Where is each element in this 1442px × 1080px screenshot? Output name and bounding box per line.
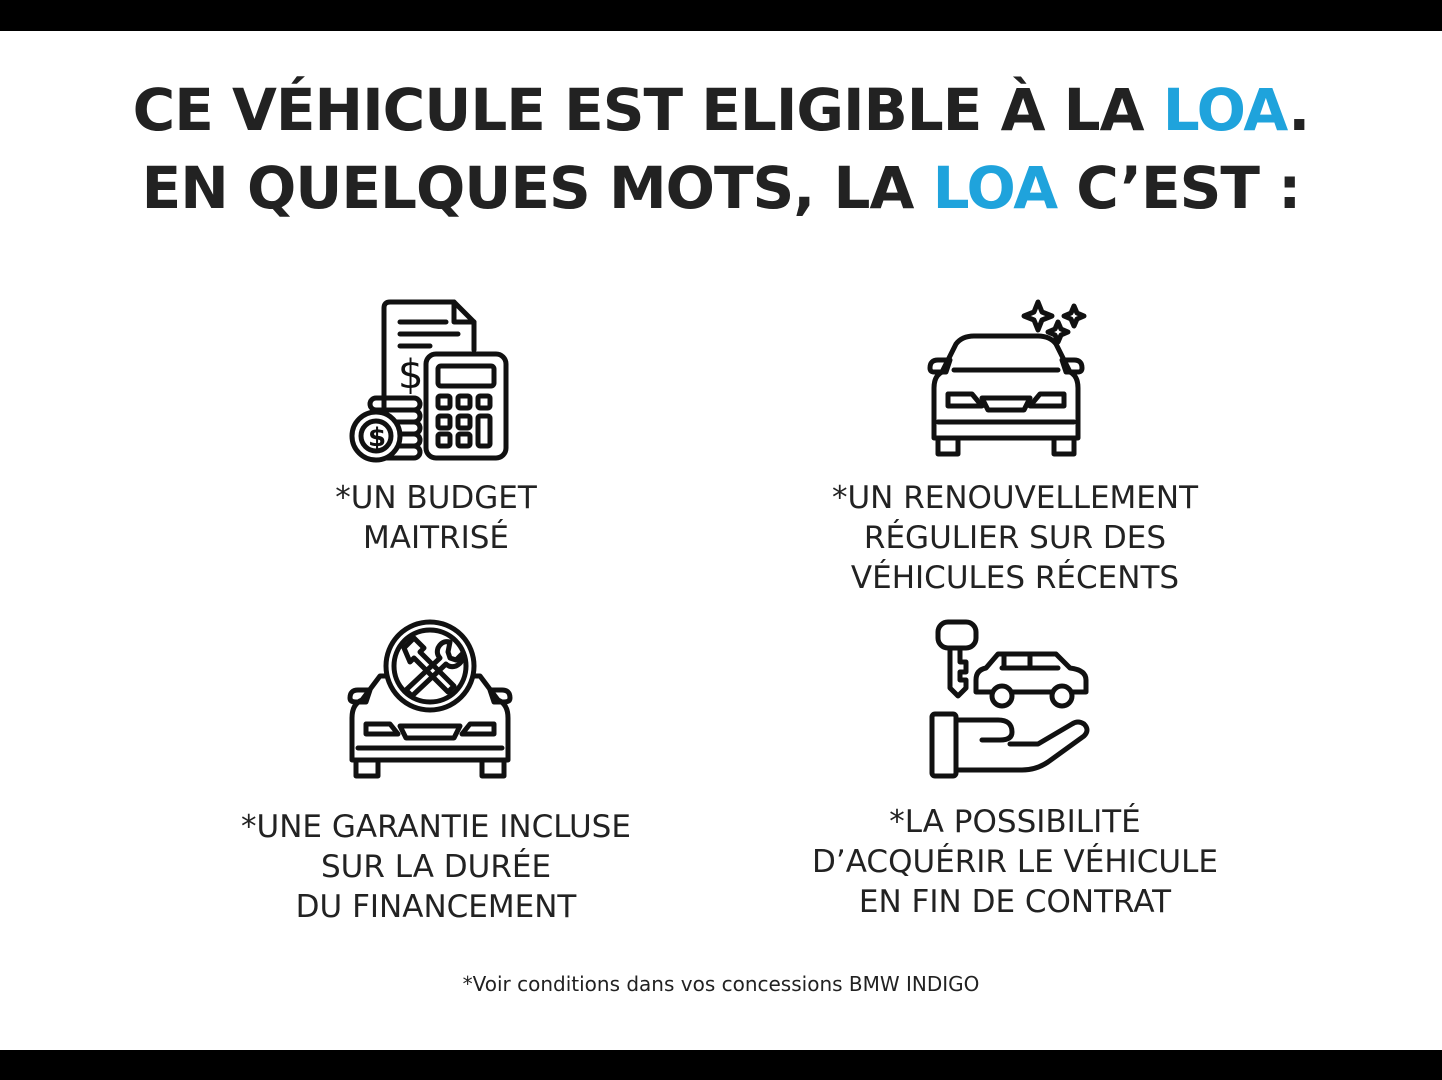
car-repair-tools-icon xyxy=(346,618,514,783)
feature-purchase-line: *LA POSSIBILITÉ xyxy=(889,804,1141,840)
feature-purchase-line: D’ACQUÉRIR LE VÉHICULE xyxy=(812,844,1218,880)
svg-text:$: $ xyxy=(398,352,424,398)
feature-warranty-line: SUR LA DURÉE xyxy=(320,849,552,885)
key-car-hand-icon xyxy=(926,618,1092,783)
svg-text:$: $ xyxy=(368,423,387,453)
headline-line-2 xyxy=(0,154,1442,222)
footnote: *Voir conditions dans vos concessions BMW INDIGO xyxy=(462,972,980,996)
feature-budget-line: MAITRISÉ xyxy=(363,520,509,556)
feature-purchase-line: EN FIN DE CONTRAT xyxy=(858,884,1172,920)
feature-budget-line: *UN BUDGET xyxy=(335,480,537,516)
headline-accent-loa: LOA xyxy=(1162,76,1289,144)
headline-text-end: C’EST : xyxy=(1057,154,1301,222)
feature-renewal-text xyxy=(780,478,1250,598)
shiny-car-icon xyxy=(926,298,1092,463)
headline-text: EN QUELQUES MOTS, LA xyxy=(141,154,933,222)
headline-text-end: . xyxy=(1288,76,1310,144)
feature-renewal-line: *UN RENOUVELLEMENT xyxy=(831,480,1199,516)
headline-line-1 xyxy=(0,76,1442,144)
feature-renewal-line: VÉHICULES RÉCENTS xyxy=(850,560,1180,596)
headline-accent-loa: LOA xyxy=(932,154,1058,222)
headline-text: CE VÉHICULE EST ELIGIBLE À LA xyxy=(132,76,1163,144)
feature-warranty-line: *UNE GARANTIE INCLUSE xyxy=(241,809,631,845)
top-black-bar xyxy=(0,0,1442,31)
feature-renewal-line: RÉGULIER SUR DES xyxy=(863,520,1167,556)
feature-budget-text xyxy=(236,478,636,558)
feature-warranty-line: DU FINANCEMENT xyxy=(295,889,577,925)
budget-calculator-icon xyxy=(346,298,514,463)
feature-purchase-option-text xyxy=(770,802,1260,922)
feature-warranty-text xyxy=(196,807,676,927)
bottom-black-bar xyxy=(0,1050,1442,1080)
